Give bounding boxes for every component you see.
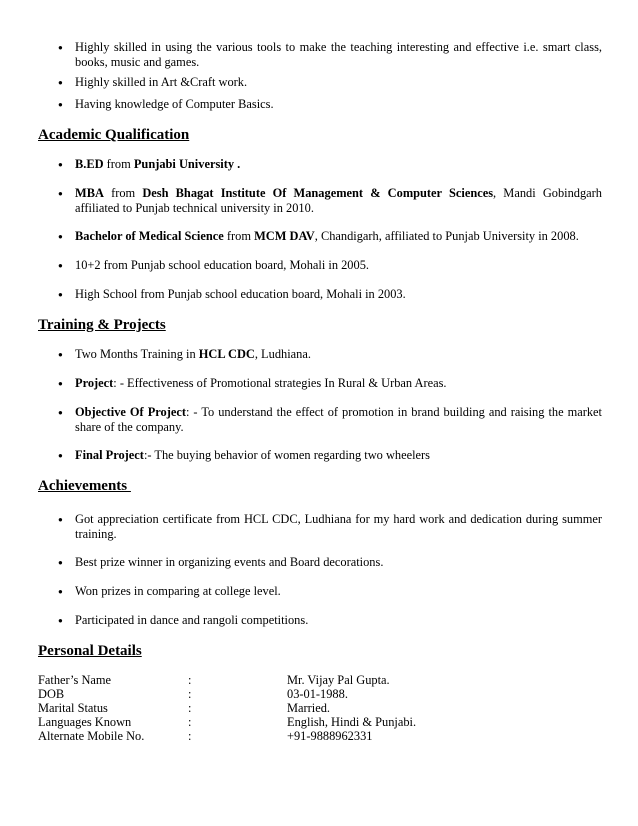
detail-separator: : bbox=[188, 701, 192, 715]
list-item: ● Two Months Training in HCL CDC, Ludhiana. bbox=[75, 347, 602, 362]
list-item: ● High School from Punjab school education board, Mohali in 2003. bbox=[75, 287, 602, 302]
detail-separator: : bbox=[188, 729, 192, 743]
section-heading-academic: Academic Qualification bbox=[38, 127, 190, 143]
list-item: ● Participated in dance and rangoli competitions. bbox=[75, 613, 602, 628]
table-row bbox=[38, 701, 618, 715]
list-item: ● Objective Of Project: - To understand the effect of promotion in brand building and raising the market share of the company. bbox=[75, 405, 602, 435]
detail-value: +91-9888962331 bbox=[287, 729, 373, 743]
table-row bbox=[38, 673, 618, 687]
detail-separator: : bbox=[188, 715, 192, 729]
list-item: ● MBA from Desh Bhagat Institute Of Management & Computer Sciences, Mandi Gobindgarh affiliated to Punjab technical university in 2010. bbox=[75, 186, 602, 216]
list-item: ● Got appreciation certificate from HCL CDC, Ludhiana for my hard work and dedication during summer training. bbox=[75, 512, 602, 542]
list-item: ● Highly skilled in Art &Craft work. bbox=[75, 75, 602, 90]
detail-value: Married. bbox=[287, 701, 331, 715]
detail-separator: : bbox=[188, 673, 192, 687]
detail-label: Marital Status bbox=[38, 701, 108, 715]
section-heading-training: Training & Projects bbox=[38, 317, 166, 333]
list-item: ● Project: - Effectiveness of Promotional strategies In Rural & Urban Areas. bbox=[75, 376, 602, 391]
list-item: ● B.ED from Punjabi University . bbox=[75, 157, 602, 172]
list-item: ● Having knowledge of Computer Basics. bbox=[75, 97, 602, 112]
section-heading-personal: Personal Details bbox=[38, 643, 142, 659]
list-item: ● Highly skilled in using the various tools to make the teaching interesting and effective i.e. smart class, books, music and games. bbox=[75, 40, 602, 70]
detail-label: DOB bbox=[38, 687, 65, 701]
list-item: ● 10+2 from Punjab school education board, Mohali in 2005. bbox=[75, 258, 602, 273]
table-row bbox=[38, 715, 618, 729]
list-item: ● Bachelor of Medical Science from MCM DAV, Chandigarh, affiliated to Punjab University in 2008. bbox=[75, 229, 602, 244]
detail-value: English, Hindi & Punjabi. bbox=[287, 715, 417, 729]
detail-label: Father’s Name bbox=[38, 673, 112, 687]
detail-label: Alternate Mobile No. bbox=[38, 729, 145, 743]
detail-value: Mr. Vijay Pal Gupta. bbox=[287, 673, 390, 687]
list-item: ● Best prize winner in organizing events and Board decorations. bbox=[75, 555, 602, 570]
detail-separator: : bbox=[188, 687, 192, 701]
list-item: ● Final Project:- The buying behavior of women regarding two wheelers bbox=[75, 448, 602, 463]
detail-label: Languages Known bbox=[38, 715, 132, 729]
detail-value: 03-01-1988. bbox=[287, 687, 348, 701]
section-heading-achievements: Achievements bbox=[38, 478, 131, 494]
list-item: ● Won prizes in comparing at college level. bbox=[75, 584, 602, 599]
table-row bbox=[38, 687, 618, 701]
table-row bbox=[38, 729, 618, 743]
